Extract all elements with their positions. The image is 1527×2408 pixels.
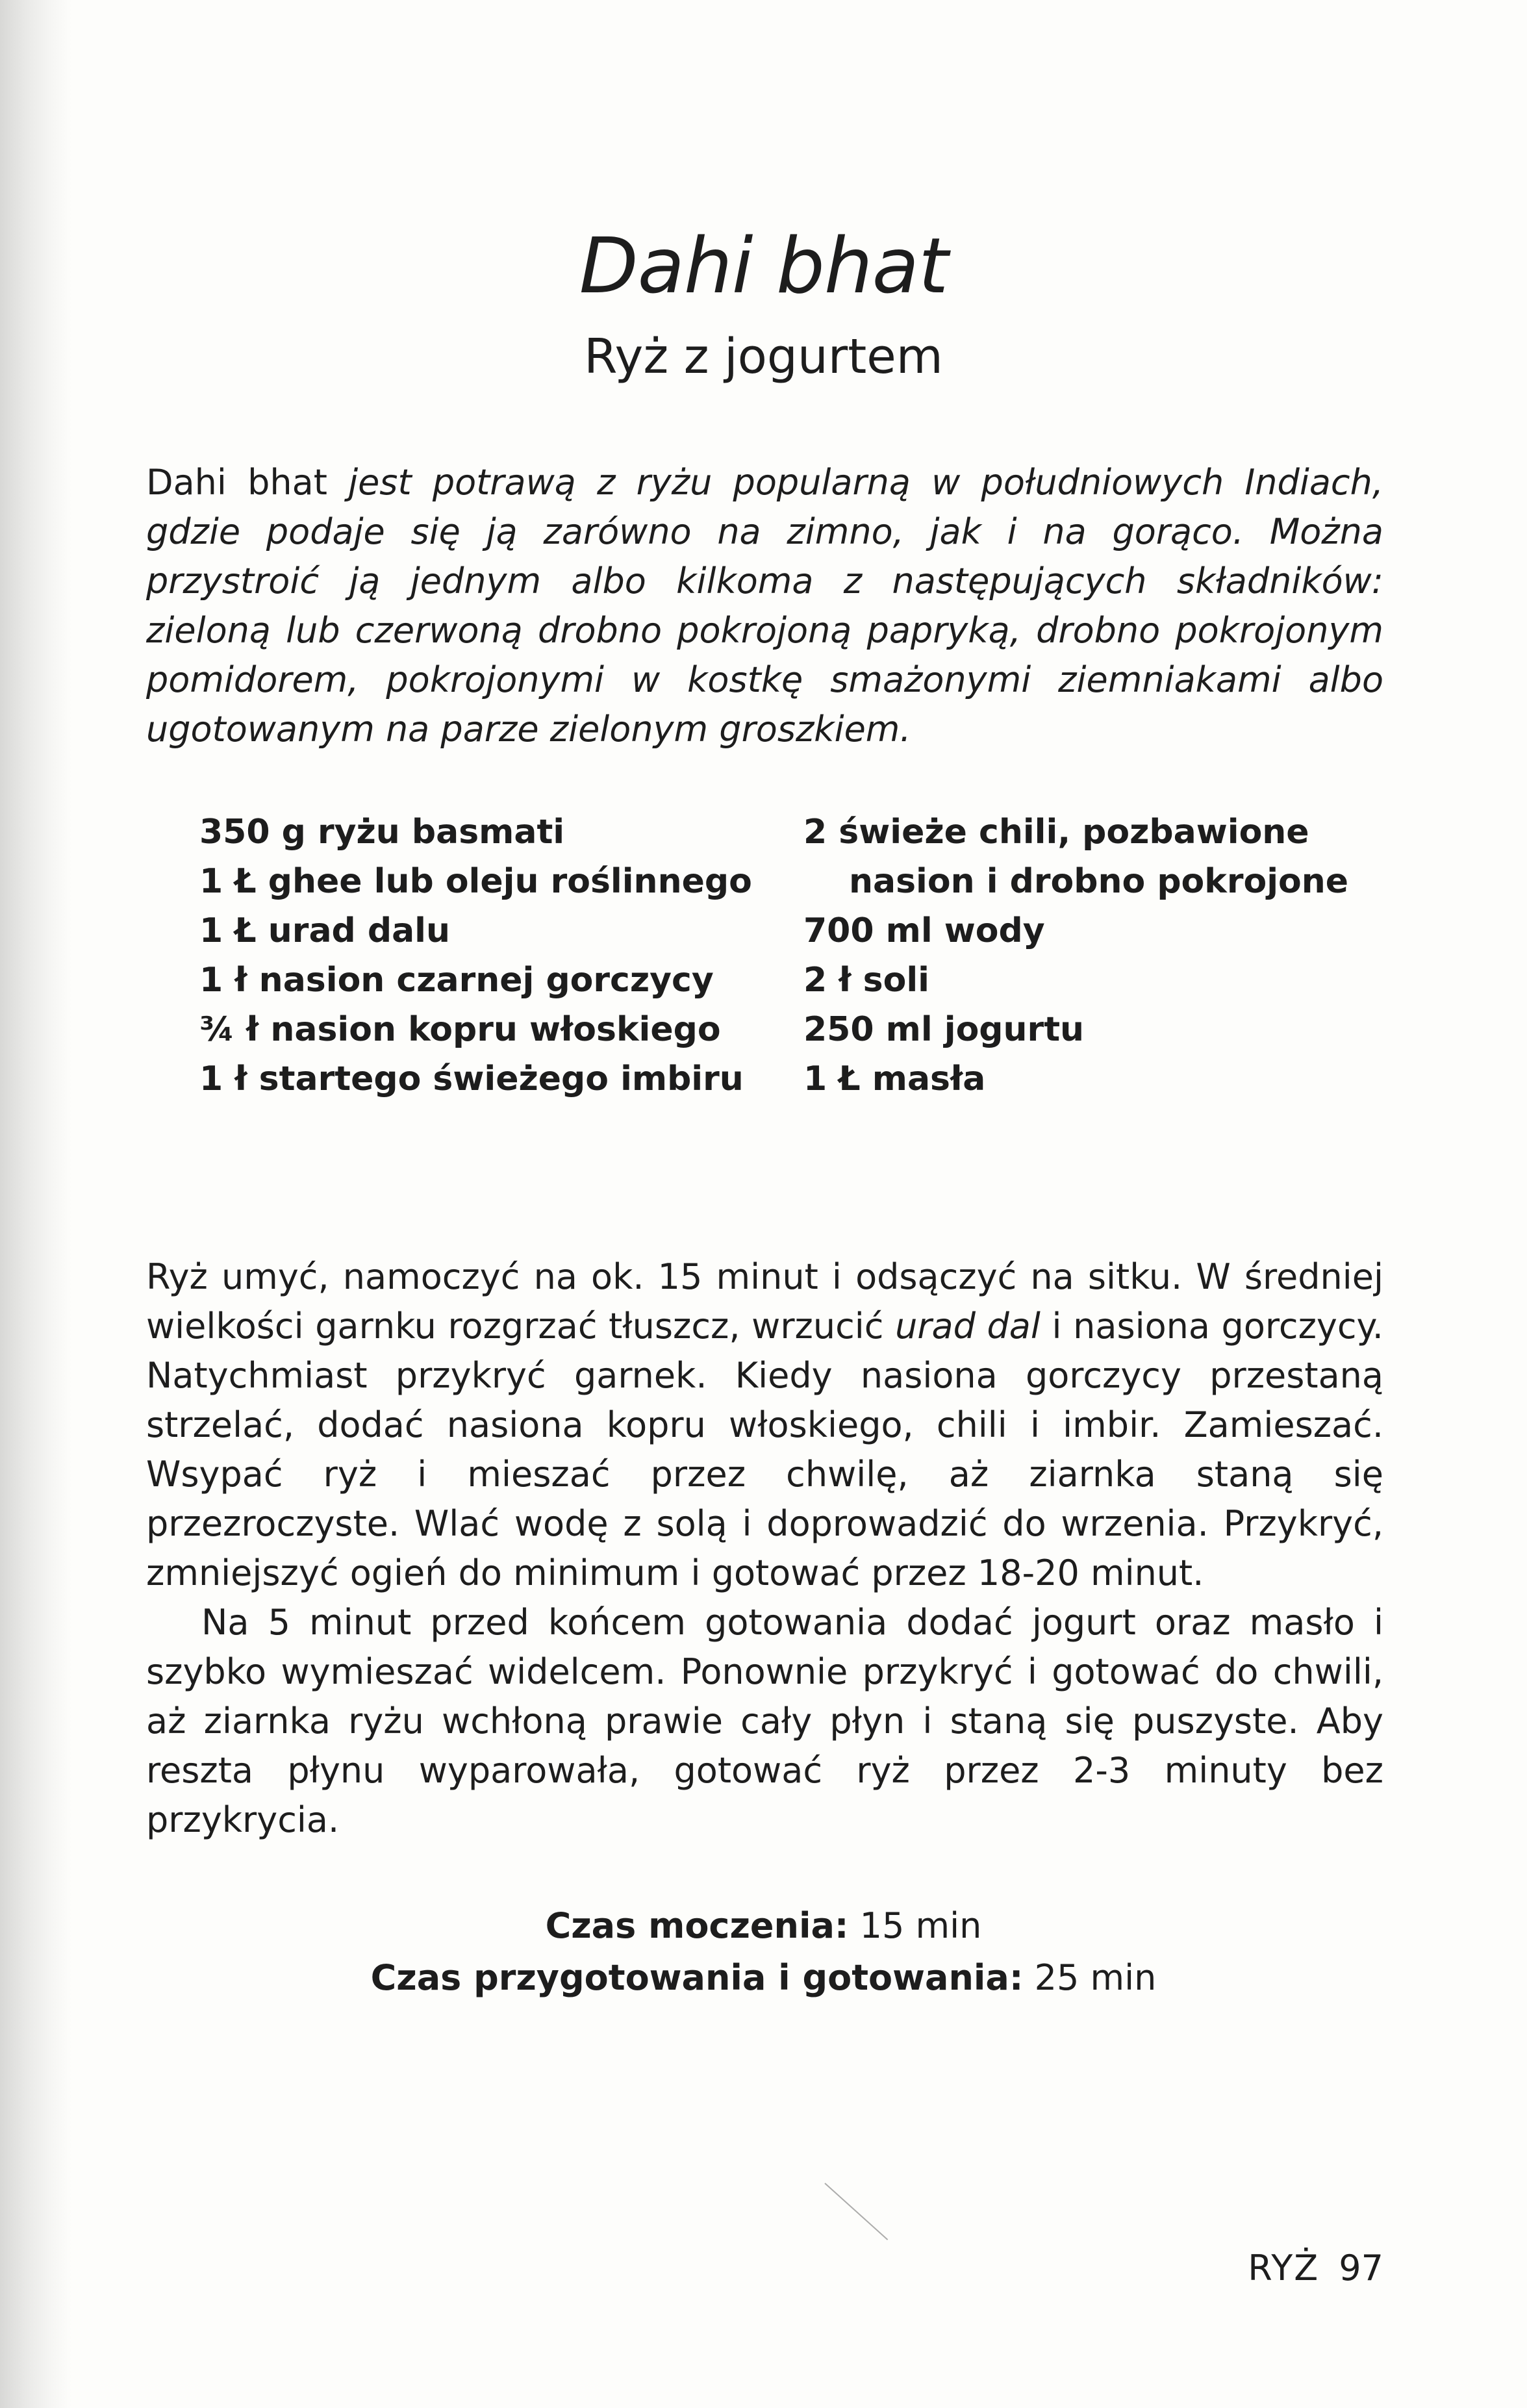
intro-lead: Dahi bhat (146, 462, 327, 503)
soak-time-value: 15 min (859, 1905, 982, 1946)
ingredients-left-column (199, 807, 758, 1104)
prep-time-value: 25 min (1034, 1957, 1157, 1998)
ingredient-item: 350 g ryżu basmati (199, 813, 565, 852)
ingredient-item: ¾ ł nasion kopru włoskiego (199, 1010, 721, 1049)
ingredient-item: 2 ł soli (803, 961, 930, 1000)
recipe-title: Dahi bhat (579, 221, 948, 311)
page-number: 97 (1339, 2248, 1383, 2288)
ingredient-item: 1 Ł urad dalu (199, 911, 451, 950)
recipe-intro (146, 458, 1383, 754)
prep-time-label: Czas przygotowania i gotowania: (370, 1957, 1024, 1998)
section-name: RYŻ (1248, 2248, 1320, 2288)
ingredient-item: 1 ł nasion czarnej gorczycy (199, 961, 714, 1000)
intro-text: jest potrawą z ryżu popularną w południowych Indiach, gdzie podaje się ją zarówno na zimno, jak i na gorąco. Można przystroić ją jednym albo kilkoma z następujących składników: zieloną lub czerwoną drobno pokrojoną papryką, drobno pokrojonym pomidorem, pokrojonymi w kostkę smażonymi ziemniakami albo ugotowanym na parze zielonym groszkiem. (146, 462, 1383, 750)
recipe-subtitle: Ryż z jogurtem (584, 329, 943, 385)
soak-time-label: Czas moczenia: (545, 1905, 849, 1946)
method-paragraph-1 (146, 1252, 1383, 1598)
prep-time (0, 1952, 1527, 2004)
method-text: i nasiona gorczycy. Natychmiast przykryć garnek. Kiedy nasiona gorczycy przestaną strzelać, dodać nasiona kopru włoskiego, chili i imbir. Zamieszać. Wsypać ryż i mieszać przez chwilę, aż ziarnka staną się przezroczyste. Wlać wodę z solą i doprowadzić do wrzenia. Przykryć, zmniejszyć ogień do minimum i gotować przez 18-20 minut. (146, 1306, 1383, 1593)
soak-time (0, 1900, 1527, 1952)
ingredient-item: 700 ml wody (803, 911, 1045, 950)
method-text: Ryż umyć, namoczyć na ok. 15 minut i odsączyć na sitku. W średniej wielkości garnku rozgrzać tłuszcz, wrzucić (146, 1256, 1383, 1347)
page-footer (1182, 2248, 1383, 2288)
ingredients-right-column (803, 807, 1356, 1104)
ingredient-item: 1 Ł masła (803, 1059, 986, 1098)
ingredient-item: 2 świeże chili, pozbawione nasion i drobno pokrojone (803, 813, 1349, 901)
ingredient-item: 1 ł startego świeżego imbiru (199, 1059, 744, 1098)
recipe-method (146, 1252, 1383, 1845)
stray-pen-mark (824, 2183, 888, 2240)
method-emphasis: urad dal (895, 1306, 1041, 1347)
ingredients-list (199, 807, 1356, 1197)
ingredient-item: 250 ml jogurtu (803, 1010, 1085, 1049)
method-paragraph-2: Na 5 minut przed końcem gotowania dodać jogurt oraz masło i szybko wymieszać widelcem. Ponownie przykryć i gotować do chwili, aż ziarnka ryżu wchłoną prawie cały płyn i staną się puszyste. Aby reszta płynu wyparowała, gotować ryż przez 2-3 minuty bez przykrycia. (146, 1602, 1383, 1840)
ingredient-item: 1 Ł ghee lub oleju roślinnego (199, 862, 752, 901)
recipe-times (0, 1900, 1527, 2004)
